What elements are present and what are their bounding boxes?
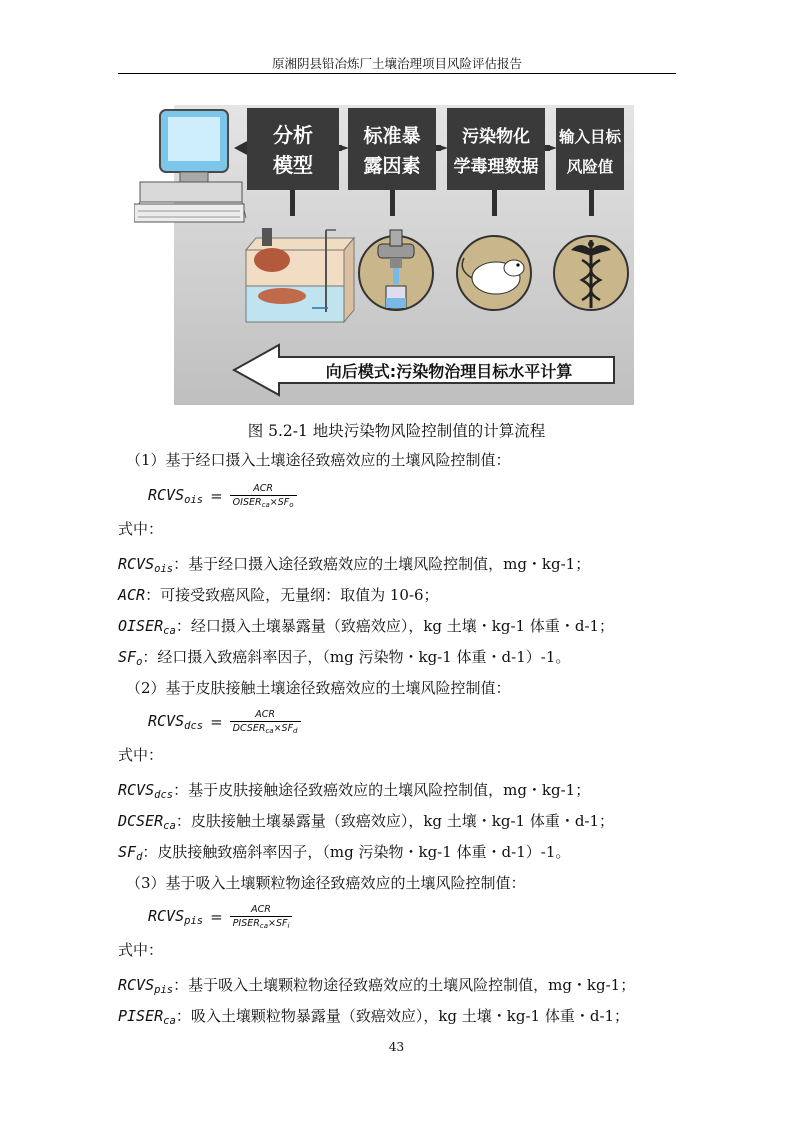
arrow-label: 向后模式:污染物治理目标水平计算: [325, 362, 573, 381]
section-2-heading: （2）基于皮肤接触土壤途径致癌效应的土壤风险控制值：: [126, 679, 511, 697]
definition-3-2: $PISER_{ca}$：吸入土壤颗粒物暴露量（致癌效应），kg 土壤・kg-1 体重・d-1；: [118, 1007, 630, 1027]
box-3-line-2: 学毒理数据: [453, 157, 539, 177]
box-3-line-1: 污染物化: [462, 127, 530, 147]
box-exposure-factors: [348, 108, 436, 190]
formula-3-lhs: $RCVS_{pis}$: [148, 907, 204, 927]
box-2-line-1: 标准暴: [363, 125, 421, 147]
definition-3-1: $RCVS_{pis}$：基于吸入土壤颗粒物途径致癌效应的土壤风险控制值，mg・kg-1；: [118, 976, 636, 996]
definition-2-2: $DCSER_{ca}$：皮肤接触土壤暴露量（致癌效应），kg 土壤・kg-1 体重・d-1；: [118, 812, 615, 832]
section-3-heading: （3）基于吸入土壤颗粒物途径致癌效应的土壤风险控制值：: [126, 874, 526, 892]
definition-1-2: ACR：可接受致癌风险，无量纲：取值为 10-6；: [118, 586, 439, 604]
definition-1-4: $SF_o$：经口摄入致癌斜率因子，（mg 污染物・kg-1 体重・d-1）-1。: [118, 648, 571, 668]
box-4-line-1: 输入目标: [558, 128, 622, 146]
box-2-line-2: 露因素: [363, 155, 421, 177]
where-label-1: 式中：: [118, 520, 164, 538]
box-analysis-model: [247, 108, 339, 190]
formula-3-fraction: $\frac{\text{ACR}}{PISER_{ca}\times SF_i}$: [230, 904, 293, 930]
lab-rat-icon: [457, 236, 531, 310]
box-toxicity-data: [447, 108, 545, 190]
where-label-2: 式中：: [118, 746, 164, 764]
formula-1: $RCVS_{ois}$ = $\frac{\text{ACR}}{OISER_{ca}\times SF_o}$: [148, 483, 297, 509]
definition-1-3: $OISER_{ca}$：经口摄入土壤暴露量（致癌效应），kg 土壤・kg-1 体重・d-1；: [118, 617, 615, 637]
box-1-line-1: 分析: [273, 123, 313, 147]
formula-1-fraction: $\frac{\text{ACR}}{OISER_{ca}\times SF_o}$: [230, 483, 297, 509]
page-number: 43: [388, 1040, 405, 1054]
definition-2-1: $RCVS_{dcs}$：基于皮肤接触途径致癌效应的土壤风险控制值，mg・kg-1；: [118, 781, 591, 801]
page-header: 原湘阴县铅冶炼厂土壤治理项目风险评估报告: [271, 56, 522, 71]
formula-3: $RCVS_{pis}$ = $\frac{\text{ACR}}{PISER_{ca}\times SF_i}$: [148, 904, 292, 930]
formula-2: $RCVS_{dcs}$ = $\frac{\text{ACR}}{DCSER_{ca}\times SF_d}$: [148, 709, 301, 735]
where-label-3: 式中：: [118, 941, 164, 959]
formula-2-lhs: $RCVS_{dcs}$: [148, 712, 204, 732]
formula-2-fraction: $\frac{\text{ACR}}{DCSER_{ca}\times SF_d}$: [230, 709, 301, 735]
definition-1-1: $RCVS_{ois}$：基于经口摄入途径致癌效应的土壤风险控制值，mg・kg-1；: [118, 555, 591, 575]
figure-caption: 图 5.2-1 地块污染物风险控制值的计算流程: [247, 422, 546, 440]
box-1-line-2: 模型: [273, 153, 313, 177]
header-rule: [118, 73, 676, 74]
definition-2-3: $SF_d$：皮肤接触致癌斜率因子，（mg 污染物・kg-1 体重・d-1）-1。: [118, 843, 571, 863]
soil-section-icon: [246, 228, 354, 322]
caduceus-icon: [554, 236, 628, 310]
flow-figure: [134, 100, 634, 410]
box-4-line-2: 风险值: [566, 158, 614, 176]
section-1-heading: （1）基于经口摄入土壤途径致癌效应的土壤风险控制值：: [126, 451, 511, 469]
formula-1-lhs: $RCVS_{ois}$: [148, 486, 204, 506]
box-target-risk: [556, 108, 624, 190]
